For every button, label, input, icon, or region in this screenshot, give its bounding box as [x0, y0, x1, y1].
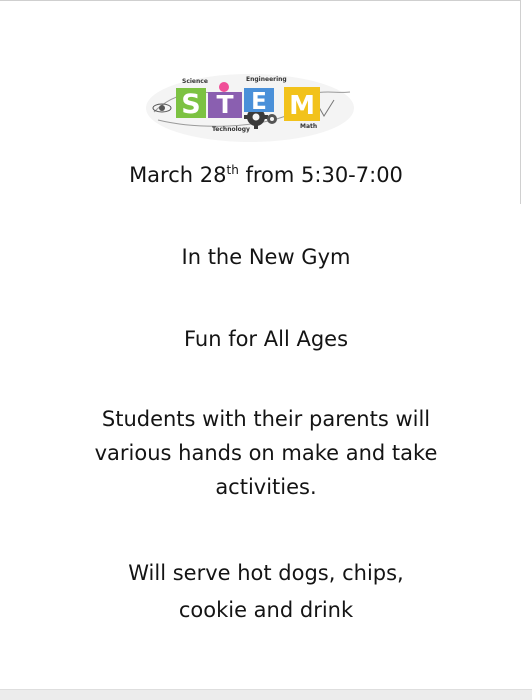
letter-m: M [289, 91, 315, 121]
letter-t: T [216, 90, 234, 119]
activity-line-1: Students with their parents will [101, 407, 431, 431]
date-ordinal-suffix: th [226, 163, 239, 177]
activity-line-2: various hands on make and take [94, 441, 438, 465]
event-location: In the New Gym [181, 245, 351, 269]
label-engineering: Engineering [246, 76, 287, 83]
top-border [0, 0, 520, 1]
food-line-2: cookie and drink [178, 598, 354, 622]
label-science: Science [182, 78, 208, 85]
date-prefix: March 28 [129, 163, 227, 187]
food-line-1: Will serve hot dogs, chips, [128, 561, 404, 585]
bottom-edge-strip [0, 689, 532, 700]
label-technology: Technology [212, 126, 250, 133]
activity-line-3: activities. [215, 475, 317, 499]
event-date [0, 158, 532, 192]
letter-e: E [251, 89, 267, 115]
date-time-range: from 5:30-7:00 [238, 163, 403, 187]
event-audience: Fun for All Ages [183, 327, 349, 351]
stem-logo-graphic [136, 68, 364, 148]
letter-s: S [181, 89, 201, 120]
label-math: Math [300, 123, 318, 130]
stem-logo [136, 68, 364, 148]
